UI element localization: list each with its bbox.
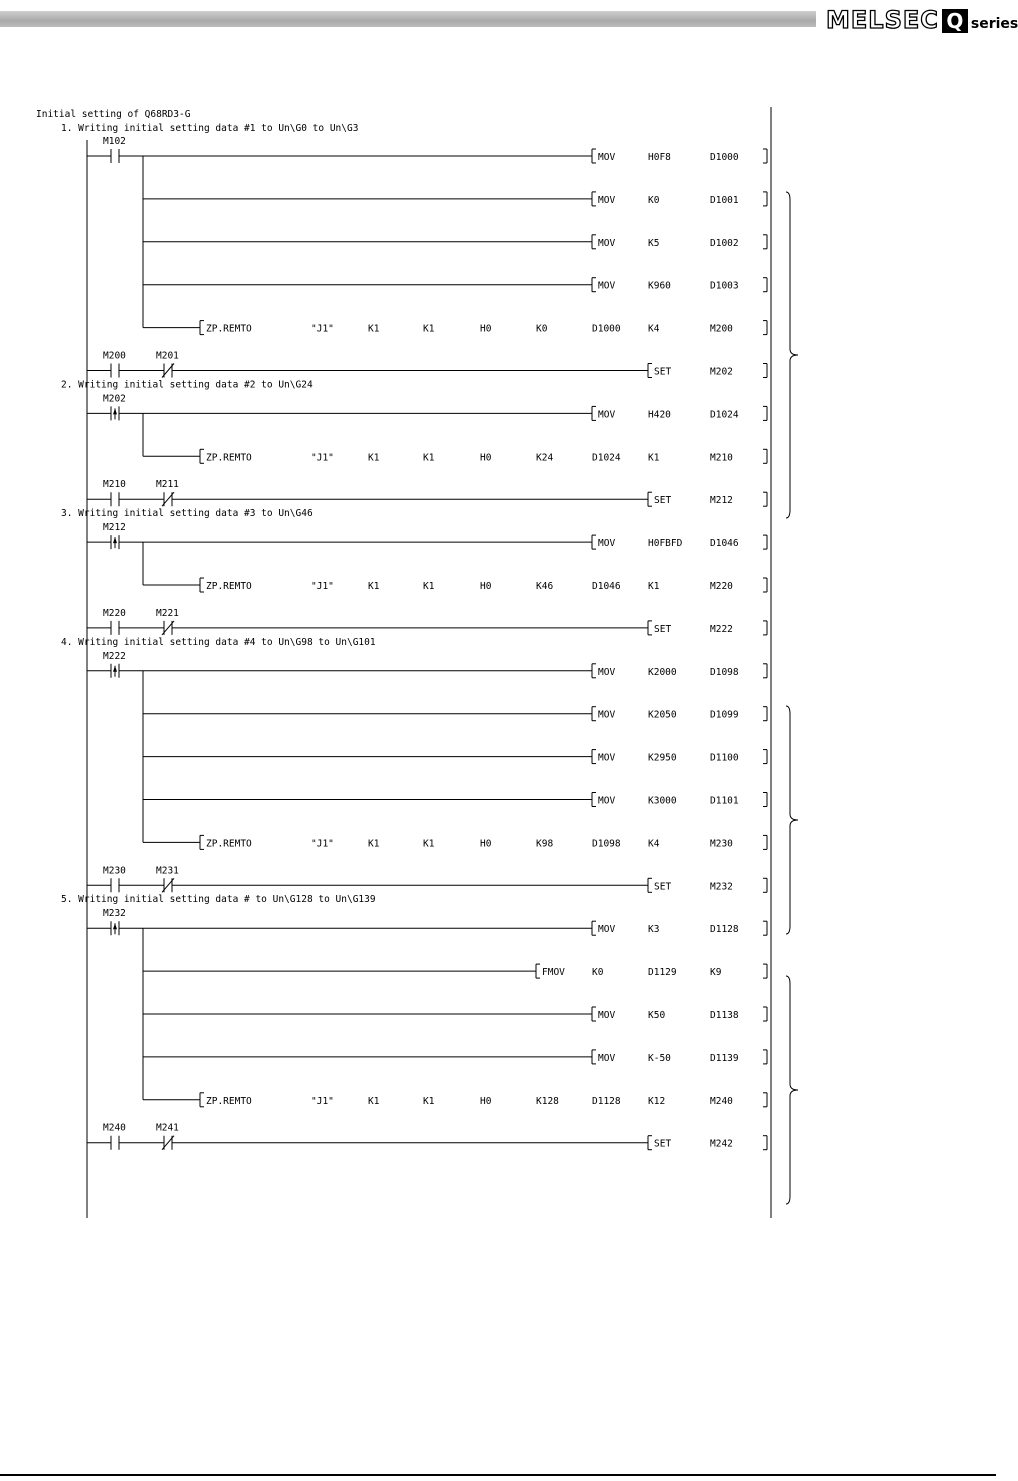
- contact-label: M232: [103, 908, 126, 920]
- operand: K1: [368, 838, 380, 850]
- operand: D1100: [710, 752, 739, 764]
- section-heading: 2. Writing initial setting data #2 to Un\G24: [61, 379, 313, 391]
- operand: D1098: [710, 666, 739, 678]
- operand: K1: [368, 323, 380, 335]
- instruction-name: SET: [654, 623, 672, 635]
- operand: K1: [423, 452, 435, 464]
- grouping-brace: [786, 192, 798, 518]
- instruction-name: FMOV: [542, 967, 565, 979]
- operand: D1000: [710, 152, 739, 163]
- operand: M222: [710, 623, 733, 635]
- contact-label: M201: [156, 350, 179, 362]
- operand: D1101: [710, 795, 739, 807]
- contact-label: M200: [103, 350, 126, 362]
- operand: K960: [648, 280, 671, 292]
- instruction-name: MOV: [598, 194, 616, 206]
- section-heading: 1. Writing initial setting data #1 to Un\G0 to Un\G3: [61, 123, 359, 134]
- operand: D1138: [710, 1010, 739, 1021]
- operand: D1001: [710, 194, 739, 206]
- operand: K1: [648, 581, 660, 592]
- contact-label: M240: [103, 1122, 126, 1134]
- logo-q-badge: Q: [942, 9, 968, 33]
- instruction-name: SET: [654, 1138, 672, 1150]
- operand: K2050: [648, 709, 677, 721]
- operand: D1046: [710, 538, 739, 550]
- operand: H0: [480, 1095, 492, 1107]
- contact-label: M222: [103, 650, 126, 662]
- instruction-name: MOV: [598, 280, 616, 292]
- operand: H0: [480, 323, 492, 335]
- instruction-name: MOV: [598, 152, 616, 163]
- operand: H0F8: [648, 152, 671, 163]
- operand: M240: [710, 1095, 733, 1107]
- operand: D1024: [710, 409, 739, 421]
- instruction-name: MOV: [598, 666, 616, 678]
- contact-label: M241: [156, 1122, 179, 1134]
- operand: D1099: [710, 709, 739, 721]
- operand: M230: [710, 838, 733, 850]
- operand: K98: [536, 838, 554, 850]
- instruction-name: MOV: [598, 752, 616, 764]
- operand: K1: [368, 1095, 380, 1107]
- contact-label: M220: [103, 607, 126, 619]
- contact-label: M231: [156, 865, 179, 877]
- operand: K12: [648, 1095, 666, 1107]
- operand: K9: [710, 967, 722, 979]
- contact-label: M102: [103, 136, 126, 147]
- operand: H0FBFD: [648, 538, 683, 550]
- operand: K1: [423, 1095, 435, 1107]
- program-title: Initial setting of Q68RD3-G: [36, 109, 191, 120]
- operand: D1000: [592, 323, 621, 335]
- operand: K1: [423, 323, 435, 335]
- operand: M202: [710, 366, 733, 378]
- section-heading: 3. Writing initial setting data #3 to Un\G46: [61, 508, 313, 520]
- operand: M212: [710, 495, 733, 507]
- operand: K2950: [648, 752, 677, 764]
- operand: "J1": [311, 581, 334, 592]
- instruction-name: ZP.REMTO: [206, 838, 252, 850]
- contact-label: M221: [156, 607, 179, 619]
- instruction-name: MOV: [598, 795, 616, 807]
- instruction-name: SET: [654, 366, 672, 378]
- operand: D1128: [592, 1095, 621, 1107]
- operand: "J1": [311, 1095, 334, 1107]
- contact-label: M202: [103, 393, 126, 405]
- instruction-name: MOV: [598, 538, 616, 550]
- instruction-name: ZP.REMTO: [206, 323, 252, 335]
- section-heading: 5. Writing initial setting data # to Un\G128 to Un\G139: [61, 894, 376, 906]
- instruction-name: ZP.REMTO: [206, 581, 252, 592]
- logo-melsec-text: MELSEC: [826, 6, 939, 34]
- operand: K50: [648, 1010, 666, 1021]
- operand: M220: [710, 581, 733, 592]
- operand: K0: [592, 967, 604, 979]
- operand: K2000: [648, 666, 677, 678]
- operand: K1: [423, 581, 435, 592]
- operand: K0: [536, 323, 548, 335]
- operand: K4: [648, 838, 660, 850]
- instruction-name: MOV: [598, 409, 616, 421]
- contact-label: M230: [103, 865, 126, 877]
- operand: H0: [480, 452, 492, 464]
- operand: K3: [648, 924, 660, 936]
- operand: M232: [710, 881, 733, 893]
- operand: "J1": [311, 323, 334, 335]
- operand: K24: [536, 452, 554, 464]
- operand: K1: [368, 452, 380, 464]
- operand: K-50: [648, 1052, 671, 1064]
- footer-rule: [0, 1474, 996, 1476]
- operand: D1128: [710, 924, 739, 936]
- operand: K0: [648, 194, 660, 206]
- operand: K128: [536, 1095, 559, 1107]
- operand: K1: [648, 452, 660, 464]
- operand: H420: [648, 409, 671, 421]
- operand: D1002: [710, 237, 739, 249]
- contact-label: M210: [103, 479, 126, 491]
- operand: D1003: [710, 280, 739, 292]
- instruction-name: MOV: [598, 924, 616, 936]
- operand: M210: [710, 452, 733, 464]
- instruction-name: ZP.REMTO: [206, 452, 252, 464]
- operand: D1129: [648, 967, 677, 979]
- instruction-name: SET: [654, 881, 672, 893]
- operand: K4: [648, 323, 660, 335]
- instruction-name: MOV: [598, 1010, 616, 1021]
- contact-label: M211: [156, 479, 179, 491]
- operand: D1024: [592, 452, 621, 464]
- operand: K3000: [648, 795, 677, 807]
- operand: H0: [480, 581, 492, 592]
- contact-label: M212: [103, 522, 126, 534]
- operand: K1: [423, 838, 435, 850]
- instruction-name: MOV: [598, 709, 616, 721]
- operand: "J1": [311, 452, 334, 464]
- operand: "J1": [311, 838, 334, 850]
- section-heading: 4. Writing initial setting data #4 to Un\G98 to Un\G101: [61, 636, 376, 648]
- operand: D1098: [592, 838, 621, 850]
- instruction-name: MOV: [598, 1052, 616, 1064]
- operand: K46: [536, 581, 554, 592]
- operand: M242: [710, 1138, 733, 1150]
- instruction-name: MOV: [598, 237, 616, 249]
- grouping-brace: [786, 976, 798, 1204]
- operand: D1046: [592, 581, 621, 592]
- operand: K5: [648, 237, 660, 249]
- operand: K1: [368, 581, 380, 592]
- grouping-brace: [786, 706, 798, 934]
- instruction-name: ZP.REMTO: [206, 1095, 252, 1107]
- operand: D1139: [710, 1052, 739, 1064]
- logo-series-text: series: [970, 16, 1018, 32]
- instruction-name: SET: [654, 495, 672, 507]
- operand: M200: [710, 323, 733, 335]
- operand: H0: [480, 838, 492, 850]
